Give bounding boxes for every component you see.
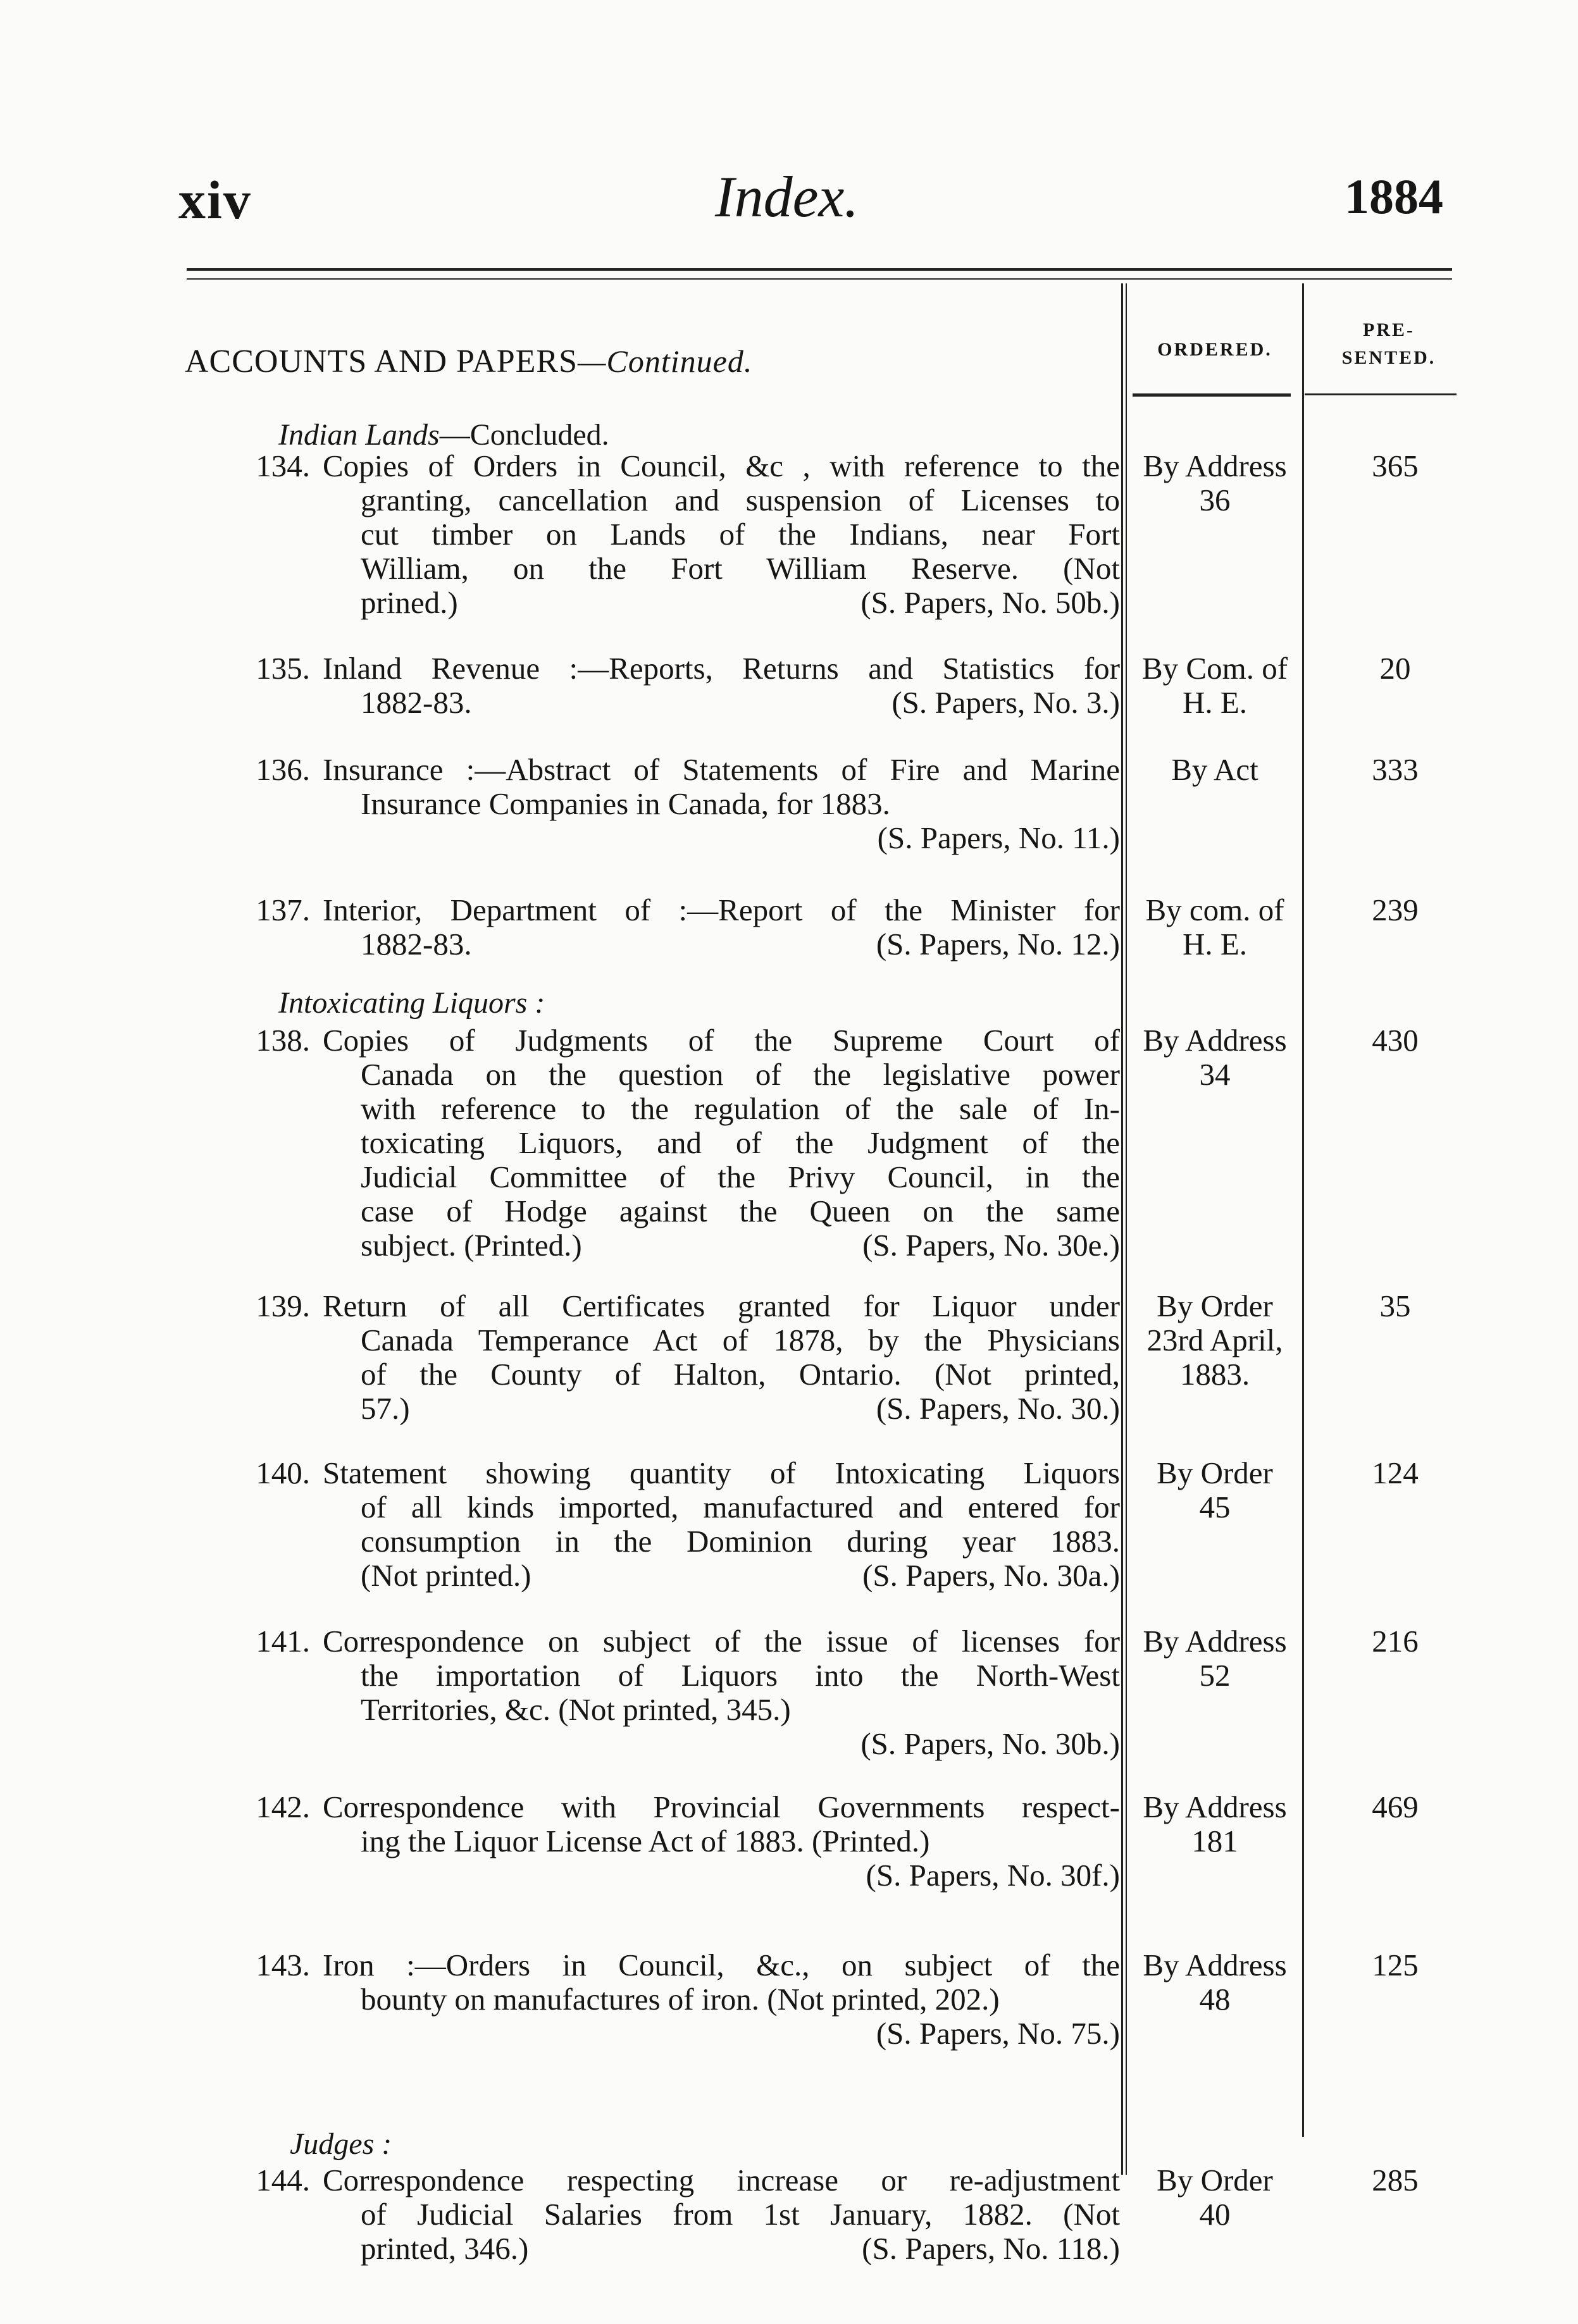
ordered-line: By Address <box>1143 1789 1287 1824</box>
entry-line: Canada on the question of the legislative power <box>361 1057 1120 1092</box>
entry-reference: (S. Papers, No. 30e.) <box>862 1228 1120 1263</box>
index-entry <box>234 1023 1120 1263</box>
column-ordered: ORDERED. <box>1157 339 1272 360</box>
index-entry <box>234 652 1120 720</box>
entry-line: Insurance Companies in Canada, for 1883. <box>361 786 890 821</box>
ordered-line: By com. of <box>1145 893 1284 927</box>
entry-reference: (S. Papers, No. 30b.) <box>860 1726 1120 1761</box>
subhead-intoxicating: Intoxicating Liquors : <box>278 986 545 1020</box>
presented-cell: 124 <box>1372 1456 1419 1490</box>
entry-line: Copies of Orders in Council, &c , with reference to the <box>323 448 1120 483</box>
index-entry <box>234 1456 1120 1593</box>
entry-number: 143. <box>256 1948 310 1982</box>
entry-line: ing the Liquor License Act of 1883. (Printed.) <box>361 1824 930 1858</box>
entry-line: 57.) <box>361 1391 410 1426</box>
entry-number: 144. <box>256 2163 310 2197</box>
column-divider <box>1126 283 1127 2175</box>
entry-number: 136. <box>256 752 310 787</box>
ordered-line: 45 <box>1199 1490 1231 1524</box>
section-title: ACCOUNTS AND PAPERS—Continued. <box>185 343 753 380</box>
ordered-line: By Order <box>1157 2163 1273 2197</box>
top-rule-thin <box>187 278 1452 280</box>
entry-line: the importation of Liquors into the North-West <box>361 1658 1120 1693</box>
presented-cell: 333 <box>1372 752 1419 787</box>
entry-number: 135. <box>256 651 310 686</box>
column-presented: PRE- SENTED. <box>1341 319 1436 368</box>
ordered-cell <box>1133 1456 1297 1524</box>
index-entry <box>234 1948 1120 2051</box>
entry-line: Canada Temperance Act of 1878, by the Physicians <box>361 1323 1120 1357</box>
subhead-indian-lands: Indian Lands—Concluded. <box>278 418 609 452</box>
ordered-line: By Address <box>1143 1023 1287 1058</box>
entry-line: of all kinds imported, manufactured and entered for <box>361 1490 1120 1524</box>
presented-cell: 216 <box>1372 1624 1419 1659</box>
ordered-line: 34 <box>1199 1057 1231 1092</box>
presented-cell: 125 <box>1372 1948 1419 1982</box>
ordered-line: 1883. <box>1179 1357 1250 1392</box>
ordered-cell <box>1133 1624 1297 1693</box>
ordered-line: H. E. <box>1182 685 1248 720</box>
ordered-cell <box>1133 449 1297 517</box>
entry-line: William, on the Fort William Reserve. (Not <box>361 551 1120 586</box>
entry-line: 1882-83. <box>361 927 472 961</box>
entry-line: cut timber on Lands of the Indians, near Fort <box>361 517 1120 552</box>
entry-line: 1882-83. <box>361 685 472 720</box>
ordered-cell <box>1133 1948 1297 2017</box>
entry-line: Insurance :—Abstract of Statements of Fire and Marine <box>323 752 1120 787</box>
index-entry <box>234 2163 1120 2266</box>
entry-line: consumption in the Dominion during year 1883. <box>361 1524 1120 1559</box>
entry-reference: (S. Papers, No. 50b.) <box>860 585 1120 620</box>
subhead-judges: Judges : <box>290 2127 392 2161</box>
entry-number: 137. <box>256 893 310 927</box>
page-number: xiv <box>178 170 252 230</box>
ordered-line: 40 <box>1199 2197 1231 2232</box>
entry-reference: (S. Papers, No. 11.) <box>877 820 1120 855</box>
column-divider <box>1121 283 1123 2175</box>
ordered-cell <box>1133 1023 1297 1092</box>
entry-line: (Not printed.) <box>361 1558 531 1593</box>
ordered-line: By Com. of <box>1141 651 1288 686</box>
ordered-line: 52 <box>1199 1658 1231 1693</box>
entry-reference: (S. Papers, No. 30f.) <box>866 1858 1120 1893</box>
presented-cell: 285 <box>1372 2163 1419 2197</box>
presented-cell: 20 <box>1379 651 1411 686</box>
entry-line: Judicial Committee of the Privy Council, in the <box>361 1159 1120 1194</box>
ordered-cell <box>1133 2163 1297 2232</box>
entry-line: bounty on manufactures of iron. (Not printed, 202.) <box>361 1982 1000 2017</box>
entry-line: prined.) <box>361 585 458 620</box>
entry-number: 138. <box>256 1023 310 1058</box>
entry-line: printed, 346.) <box>361 2231 529 2266</box>
entry-line: Correspondence on subject of the issue of licenses for <box>323 1624 1120 1659</box>
index-entry <box>234 1790 1120 1893</box>
entry-line: case of Hodge against the Queen on the same <box>361 1194 1120 1228</box>
page-title: Index. <box>715 164 859 229</box>
index-entry <box>234 753 1120 855</box>
entry-line: with reference to the regulation of the sale of In- <box>361 1091 1120 1126</box>
entry-reference: (S. Papers, No. 30.) <box>876 1391 1120 1426</box>
ordered-line: By Order <box>1157 1456 1273 1490</box>
entry-number: 141. <box>256 1624 310 1659</box>
year: 1884 <box>1345 169 1443 224</box>
index-entry <box>234 449 1120 620</box>
entry-line: of the County of Halton, Ontario. (Not printed, <box>361 1357 1120 1392</box>
index-entry <box>234 1289 1120 1426</box>
entry-reference: (S. Papers, No. 30a.) <box>862 1558 1120 1593</box>
presented-cell: 430 <box>1372 1023 1419 1058</box>
ordered-line: 48 <box>1199 1982 1231 2017</box>
presented-cell: 35 <box>1379 1289 1411 1323</box>
ordered-cell <box>1133 1289 1297 1392</box>
entry-line: Inland Revenue :—Reports, Returns and Statistics for <box>323 651 1120 686</box>
ordered-cell <box>1133 893 1297 961</box>
presented-underline <box>1305 393 1457 395</box>
entry-line: toxicating Liquors, and of the Judgment of the <box>361 1125 1120 1160</box>
presented-cell: 239 <box>1372 893 1419 927</box>
ordered-line: By Address <box>1143 448 1287 483</box>
ordered-line: By Address <box>1143 1624 1287 1659</box>
presented-cell: 469 <box>1372 1789 1419 1824</box>
ordered-underline <box>1133 393 1291 397</box>
ordered-line: By Address <box>1143 1948 1287 1982</box>
entry-reference: (S. Papers, No. 118.) <box>862 2231 1120 2266</box>
entry-reference: (S. Papers, No. 75.) <box>876 2016 1120 2051</box>
entry-reference: (S. Papers, No. 12.) <box>876 927 1120 961</box>
column-divider <box>1302 283 1304 2137</box>
ordered-line: 23rd April, <box>1146 1323 1283 1357</box>
entry-line: Territories, &c. (Not printed, 345.) <box>361 1692 791 1727</box>
entry-line: Interior, Department of :—Report of the Minister for <box>323 893 1120 927</box>
entry-line: Copies of Judgments of the Supreme Court of <box>323 1023 1120 1058</box>
top-rule <box>187 268 1452 271</box>
entry-line: Correspondence respecting increase or re-adjustment <box>323 2163 1120 2197</box>
entry-line: Iron :—Orders in Council, &c., on subject of the <box>323 1948 1120 1982</box>
presented-cell: 365 <box>1372 448 1419 483</box>
entry-number: 134. <box>256 448 310 483</box>
ordered-line: H. E. <box>1182 927 1248 961</box>
entry-line: Statement showing quantity of Intoxicating Liquors <box>323 1456 1120 1490</box>
index-entry <box>234 893 1120 961</box>
entry-number: 139. <box>256 1289 310 1323</box>
entry-number: 140. <box>256 1456 310 1490</box>
ordered-cell <box>1133 1790 1297 1858</box>
entry-reference: (S. Papers, No. 3.) <box>892 685 1120 720</box>
ordered-line: By Order <box>1157 1289 1273 1323</box>
entry-line: of Judicial Salaries from 1st January, 1882. (Not <box>361 2197 1120 2232</box>
ordered-line: By Act <box>1171 752 1258 787</box>
ordered-line: 181 <box>1191 1824 1238 1858</box>
entry-number: 142. <box>256 1789 310 1824</box>
entry-line: Return of all Certificates granted for Liquor under <box>323 1289 1120 1323</box>
ordered-cell <box>1133 753 1297 787</box>
ordered-line: 36 <box>1199 483 1231 517</box>
entry-line: Correspondence with Provincial Governments respect- <box>323 1789 1120 1824</box>
index-entry <box>234 1624 1120 1761</box>
entry-line: granting, cancellation and suspension of Licenses to <box>361 483 1120 517</box>
entry-line: subject. (Printed.) <box>361 1228 582 1263</box>
ordered-cell <box>1133 652 1297 720</box>
